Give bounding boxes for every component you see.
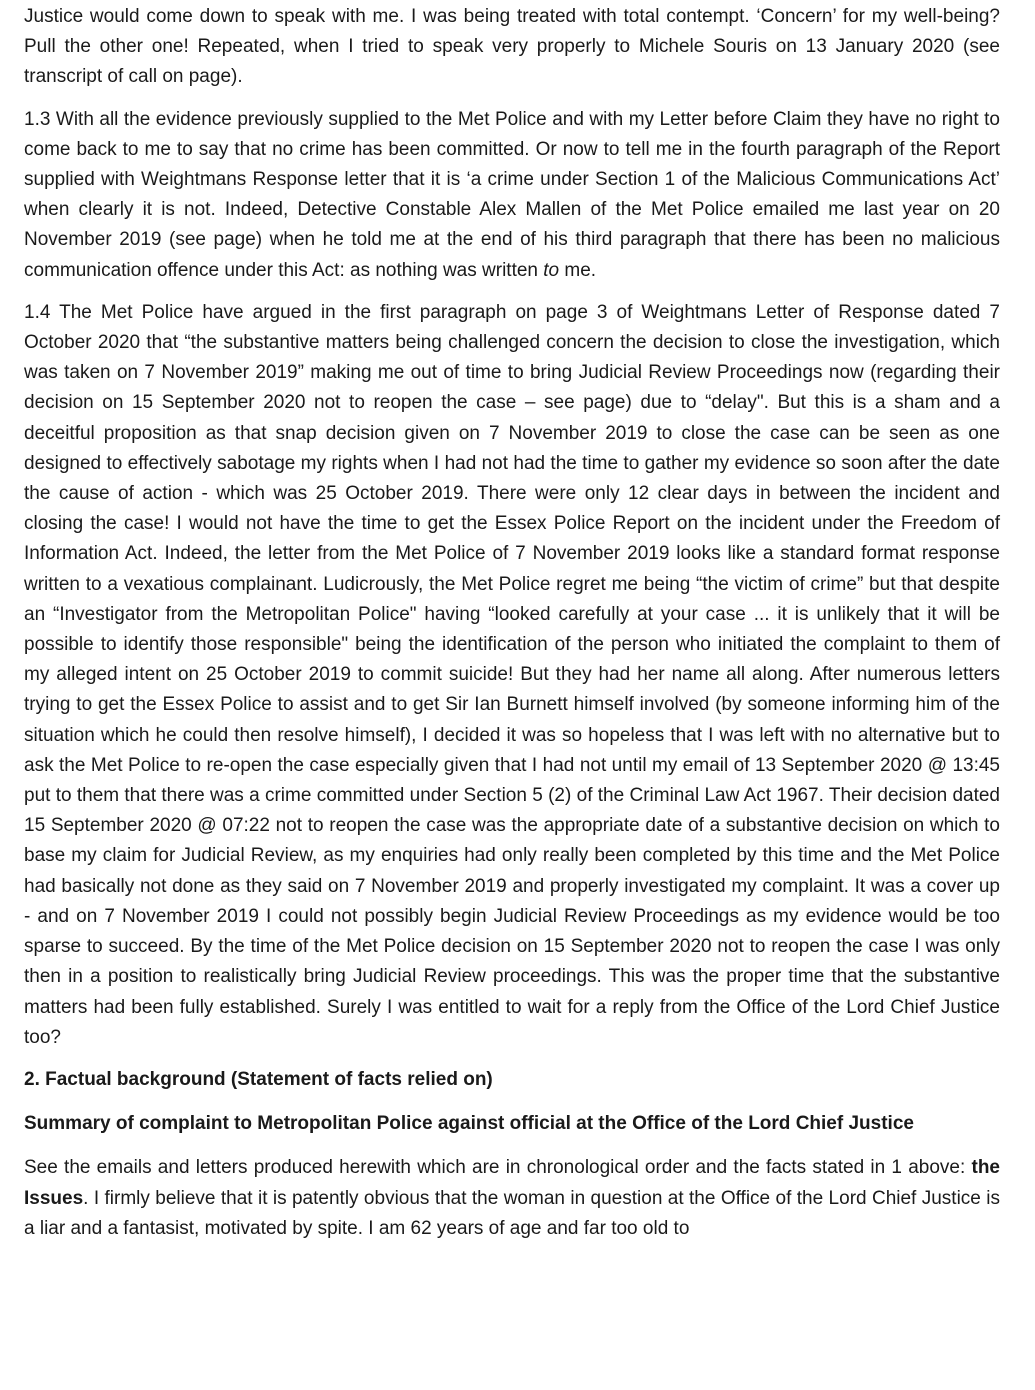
document-page: [24, 2, 1000, 1256]
paragraph-summary-end: . I firmly believe that it is patently obvious that the woman in question at the Office of the Lord Chief Justice is a liar and a fantasist, motivated by spite. I am 62 years of age and far too old to: [24, 1187, 1000, 1239]
paragraph-summary-start: See the emails and letters produced herewith which are in chronological order and the facts stated in 1 above:: [24, 1157, 972, 1179]
section-subheading-summary: Summary of complaint to Metropolitan Police against official at the Office of the Lord Chief Justice: [24, 1113, 914, 1135]
paragraph-summary: [24, 1153, 1000, 1244]
paragraph-1-3-end: me.: [559, 259, 597, 281]
paragraph-1-3-text: 1.3 With all the evidence previously supplied to the Met Police and with my Letter before Claim they have no right to come back to me to say that no crime has been committed. Or now to tell me in the fourth paragraph of the Report supplied with Weightmans Response letter that it is ‘a crime under Section 1 of the Malicious Communications Act’ when clearly it is not. Indeed, Detective Constable Alex Mallen of the Met Police emailed me last year on 20 November 2019 (see page) when he told me at the end of his third paragraph that there has been no malicious communication offence under this Act: as nothing was written: [24, 108, 1000, 281]
paragraph-1-4: 1.4 The Met Police have argued in the first paragraph on page 3 of Weightmans Letter of Response dated 7 October 2020 that “the substantive matters being challenged concern the decision to close the investigation, which was taken on 7 November 2019” making me out of time to bring Judicial Review Proceedings now (regarding their decision on 15 September 2020 not to reopen the case – see page) due to “delay". But this is a sham and a deceitful proposition as that snap decision given on 7 November 2019 to close the case can be seen as one designed to effectively sabotage my rights when I had not had the time to gather my evidence so soon after the date the cause of action - which was 25 October 2019. There were only 12 clear days in between the incident and closing the case! I would not have the time to get the Essex Police Report on the incident under the Freedom of Information Act. Indeed, the letter from the Met Police of 7 November 2019 looks like a standard format response written to a vexatious complainant. Ludicrously, the Met Police regret me being “the victim of crime” but that despite an “Investigator from the Metropolitan Police" having “looked carefully at your case ... it is unlikely that it will be possible to identify those responsible" being the identification of the person who initiated the complaint to them of my alleged intent on 25 October 2019 to commit suicide! But they had her name all along. After numerous letters trying to get the Essex Police to assist and to get Sir Ian Burnett himself involved (by someone informing him of the situation which he could then resolve himself), I decided it was so hopeless that I was left with no alternative but to ask the Met Police to re-open the case especially given that I had not until my email of 13 September 2020 @ 13:45 put to them that there was a crime committed under Section 5 (2) of the Criminal Law Act 1967. Their decision dated 15 September 2020 @ 07:22 not to reopen the case was the appropriate date of a substantive decision on which to base my claim for Judicial Review, as my enquiries had only really been completed by this time and the Met Police had basically not done as they said on 7 November 2019 and properly investigated my complaint. It was a cover up - and on 7 November 2019 I could not possibly begin Judicial Review Proceedings as my evidence would be too sparse to succeed. By the time of the Met Police decision on 15 September 2020 not to reopen the case I was only then in a position to realistically bring Judicial Review proceedings. This was the proper time that the substantive matters had been fully established. Surely I was entitled to wait for a reply from the Office of the Lord Chief Justice too?: [24, 301, 1000, 1048]
section-heading-factual-background: 2. Factual background (Statement of facts relied on): [24, 1068, 493, 1090]
paragraph-1-3: [24, 105, 1000, 286]
paragraph-intro: Justice would come down to speak with me. I was being treated with total contempt. ‘Concern’ for my well-being? Pull the other one! Repeated, when I tried to speak very properly to Michele Souris on 13 January 2020 (see transcript of call on page).: [24, 6, 1000, 88]
paragraph-summary-bold: the Issues: [24, 1157, 1000, 1209]
paragraph-1-3-emphasis: to: [543, 259, 560, 281]
